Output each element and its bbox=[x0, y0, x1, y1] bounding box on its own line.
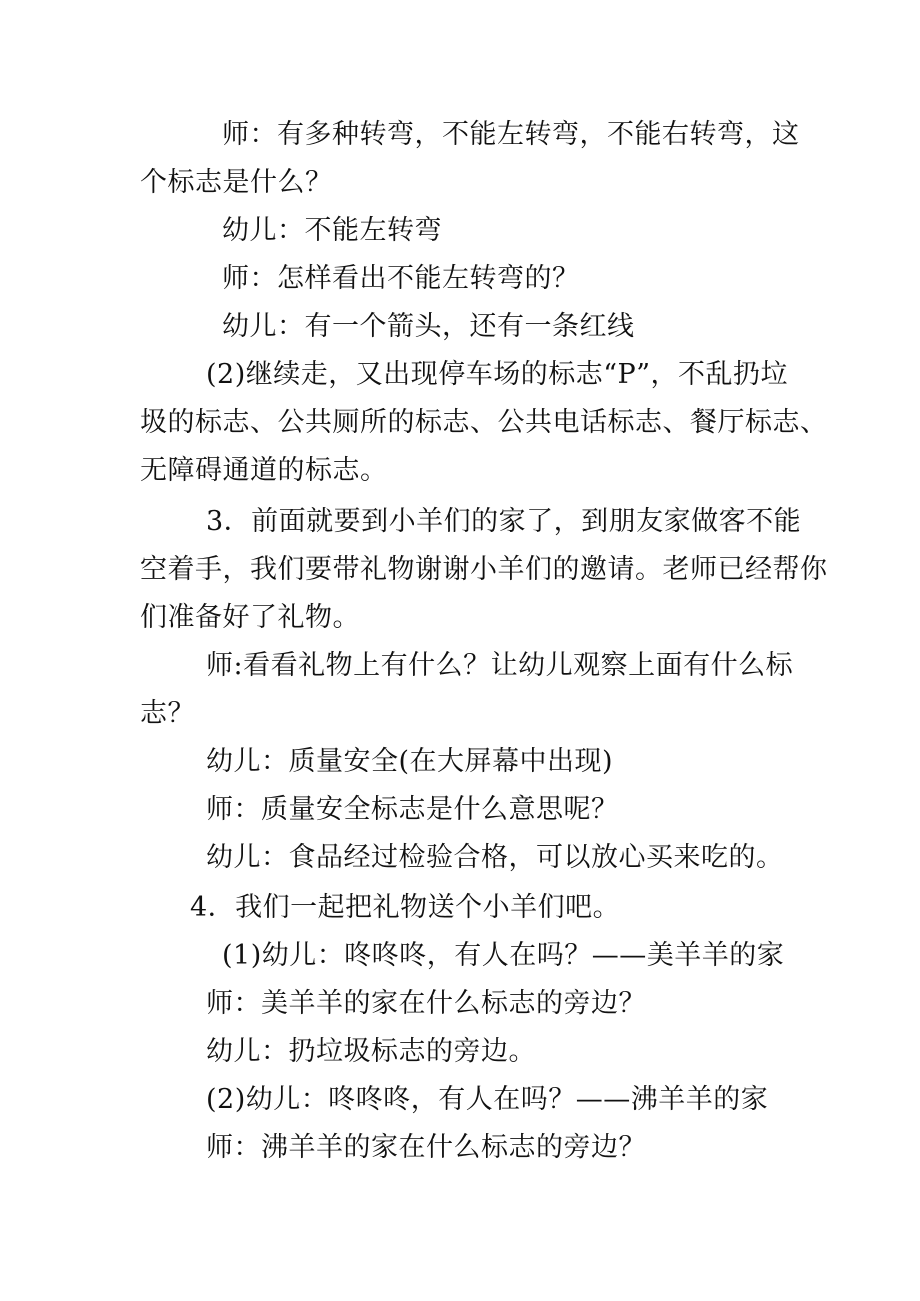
text-line-14: 幼儿：质量安全(在大屏幕中出现) bbox=[206, 746, 614, 777]
text-line-18: (1)幼儿：咚咚咚，有人在吗？——美羊羊的家 bbox=[222, 940, 785, 971]
text-line-6: (2)继续走，又出现停车场的标志“P”，不乱扔垃 bbox=[206, 359, 789, 390]
text-line-13: 志？ bbox=[140, 698, 195, 729]
text-line-9: 3．前面就要到小羊们的家了，到朋友家做客不能 bbox=[206, 506, 802, 537]
text-line-2: 个标志是什么？ bbox=[140, 167, 333, 198]
text-line-17: 4．我们一起把礼物送个小羊们吧。 bbox=[190, 892, 621, 923]
text-line-20: 幼儿：扔垃圾标志的旁边。 bbox=[206, 1036, 536, 1067]
text-line-15: 师：质量安全标志是什么意思呢？ bbox=[206, 794, 619, 825]
text-line-7: 圾的标志、公共厕所的标志、公共电话标志、餐厅标志、 bbox=[140, 407, 828, 438]
text-line-8: 无障碍通道的标志。 bbox=[140, 455, 388, 486]
text-line-3: 幼儿：不能左转弯 bbox=[222, 215, 442, 246]
text-line-10: 空着手，我们要带礼物谢谢小羊们的邀请。老师已经帮你 bbox=[140, 554, 828, 585]
text-line-12: 师:看看礼物上有什么？让幼儿观察上面有什么标 bbox=[206, 650, 794, 681]
text-line-11: 们准备好了礼物。 bbox=[140, 602, 360, 633]
text-line-22: 师：沸羊羊的家在什么标志的旁边？ bbox=[206, 1132, 646, 1163]
text-line-1: 师：有多种转弯，不能左转弯，不能右转弯，这 bbox=[222, 119, 800, 150]
text-line-5: 幼儿：有一个箭头，还有一条红线 bbox=[222, 311, 635, 342]
text-line-4: 师：怎样看出不能左转弯的？ bbox=[222, 263, 580, 294]
text-line-19: 师：美羊羊的家在什么标志的旁边？ bbox=[206, 988, 646, 1019]
text-line-16: 幼儿：食品经过检验合格，可以放心买来吃的。 bbox=[206, 842, 784, 873]
text-line-21: (2)幼儿：咚咚咚，有人在吗？——沸羊羊的家 bbox=[206, 1084, 769, 1115]
